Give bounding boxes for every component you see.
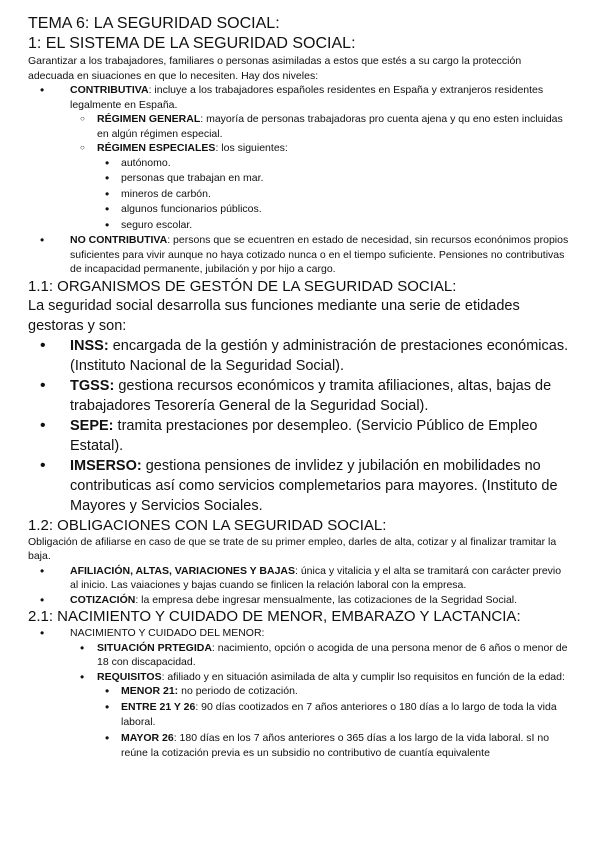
list-item-cotizacion (28, 593, 570, 608)
list-item: • mineros de carbón. (97, 187, 570, 203)
list-item-entre-21-26 (97, 700, 570, 731)
afiliacion-text: : única y vitalicia y el alta se tramitará con carácter previo al inicio. Las vaiaciones y bajas cuando se finlicen la relación laboral con la empresa. (70, 564, 562, 591)
section-1-2-heading: 1.2: OBLIGACIONES CON LA SEGURIDAD SOCIAL: (28, 516, 387, 534)
list-item: • autónomo. (97, 156, 570, 172)
document-title: TEMA 6: LA SEGURIDAD SOCIAL: (28, 15, 280, 32)
inss-text: encargada de la gestión y administración de prestaciones económicas. (Instituto Nacional de la Seguridad Social). (70, 337, 569, 374)
regimen-especiales-label: RÉGIMEN ESPECIALES (97, 142, 216, 154)
list-item-regimen-general (70, 112, 570, 141)
inss-label: INSS: (70, 337, 109, 354)
list-item-situacion (70, 641, 570, 670)
requisitos-label: REQUISITOS (97, 670, 162, 683)
contributiva-sublist (70, 112, 570, 233)
section-1-1-intro: La seguridad social desarrolla sus funciones mediante una serie de etidades gestoras y son: (28, 297, 520, 334)
list-item-no-contributiva (28, 233, 570, 277)
situacion-label: SITUACIÓN PRTEGIDA (97, 641, 212, 654)
nacimiento-sublist (70, 641, 570, 762)
sepe-text: tramita prestaciones por desempleo. (Servicio Público de Empleo Estatal). (70, 417, 538, 454)
section-1-2-intro: Obligación de afiliarse en caso de que se trate de su primer empleo, darles de alta, cotizar y al finalizar tramitar la baja. (28, 535, 557, 562)
section-1-1-heading: 1.1: ORGANISMOS DE GESTÓN DE LA SEGURIDAD SOCIAL: (28, 277, 457, 295)
list-item: • seguro escolar. (97, 218, 570, 234)
section-1-intro: Garantizar a los trabajadores, familiares o personas asimiladas a estos que estés a su cargo la protección adecuada en siuaciones en que lo necesiten. Hay dos niveles: (28, 55, 522, 82)
list-item-sepe (28, 416, 570, 456)
list-item-afiliacion (28, 564, 570, 593)
list-item-nacimiento (28, 626, 570, 762)
imserso-text: gestiona pensiones de invlidez y jubilación en mobilidades no contributicas así como servicios complemetarios para mayores. (Instituto de Mayores y Servicios Sociales. (70, 457, 558, 514)
list-item-mayor-26 (97, 731, 570, 762)
imserso-label: IMSERSO: (70, 457, 142, 474)
contributiva-label: CONTRIBUTIVA (70, 84, 149, 96)
regimen-general-label: RÉGIMEN GENERAL (97, 113, 201, 125)
requisitos-text: : afiliado y en situación asimilada de alta y cumplir lso requisitos en función de la edad: (161, 670, 565, 683)
no-contributiva-label: NO CONTRIBUTIVA (70, 234, 168, 246)
section-1-heading: 1: EL SISTEMA DE LA SEGURIDAD SOCIAL: (28, 35, 356, 52)
regimen-general-text: : mayoría de personas trabajadoras pro cuenta ajena y qu eno esten incluidas en algún régimen especial. (97, 113, 563, 140)
nacimiento-subheading: NACIMIENTO Y CUIDADO DEL MENOR: (70, 627, 265, 639)
mayor-26-label: MAYOR 26 (121, 731, 174, 744)
section-1-2-list (28, 564, 570, 608)
list-item-regimen-especiales (70, 141, 570, 233)
list-item: • personas que trabajan en mar. (97, 171, 570, 187)
cotizacion-label: COTIZACIÓN (70, 593, 136, 606)
list-item-requisitos (70, 670, 570, 762)
situacion-text: : nacimiento, opción o acogida de una persona menor de 6 años o menor de 18 con discapacidad. (97, 641, 568, 668)
regimen-especiales-list (97, 156, 570, 234)
tgss-label: TGSS: (70, 377, 115, 394)
menor-21-label: MENOR 21: (121, 685, 179, 697)
section-2-1-list (28, 626, 570, 762)
list-item-contributiva (28, 83, 570, 233)
afiliacion-label: AFILIACIÓN, ALTAS, VARIACIONES Y BAJAS (70, 564, 295, 577)
sepe-label: SEPE: (70, 417, 114, 434)
mayor-26-text: : 180 días en los 7 años anteriores o 365 días a los largo de la vida laboral. sI no reúne la cotización previa es un subsidio no contributivo de cuantía equivalente (121, 731, 550, 759)
list-item-imserso (28, 456, 570, 516)
section-2-1-heading: 2.1: NACIMIENTO Y CUIDADO DE MENOR, EMBARAZO Y LACTANCIA: (28, 608, 521, 625)
list-item-menor-21 (97, 684, 570, 700)
entre-21-26-text: : 90 días cootizados en 7 años anteriores o 180 días a lo largo de toda la vida laboral. (121, 700, 557, 728)
list-item-inss (28, 336, 570, 376)
section-1-list (28, 83, 570, 277)
entre-21-26-label: ENTRE 21 Y 26 (121, 700, 196, 713)
regimen-especiales-text: : los siguientes: (215, 142, 288, 154)
requisitos-list (97, 684, 570, 762)
no-contributiva-text: : persons que se ecuentren en estado de necesidad, sin recursos econónimos propios suficientes para vivir aunque no haya cotizado nunca o en el tiempo suficiente. Pensiones no contributivas de incapacidad permanente, jubilación y por hijo a cargo. (70, 234, 569, 275)
list-item-tgss (28, 376, 570, 416)
list-item: • algunos funcionarios públicos. (97, 202, 570, 218)
menor-21-text: no periodo de cotización. (178, 685, 298, 697)
cotizacion-text: : la empresa debe ingresar mensualmente, las cotizaciones de la Segridad Social. (135, 593, 518, 606)
section-1-1-list (28, 336, 570, 516)
tgss-text: gestiona recursos económicos y tramita afiliaciones, altas, bajas de trabajadores Tesorería General de la Seguridad Social). (70, 377, 552, 414)
contributiva-text: : incluye a los trabajadores españoles residentes en España y extranjeros residentes legalmente en España. (70, 84, 544, 111)
